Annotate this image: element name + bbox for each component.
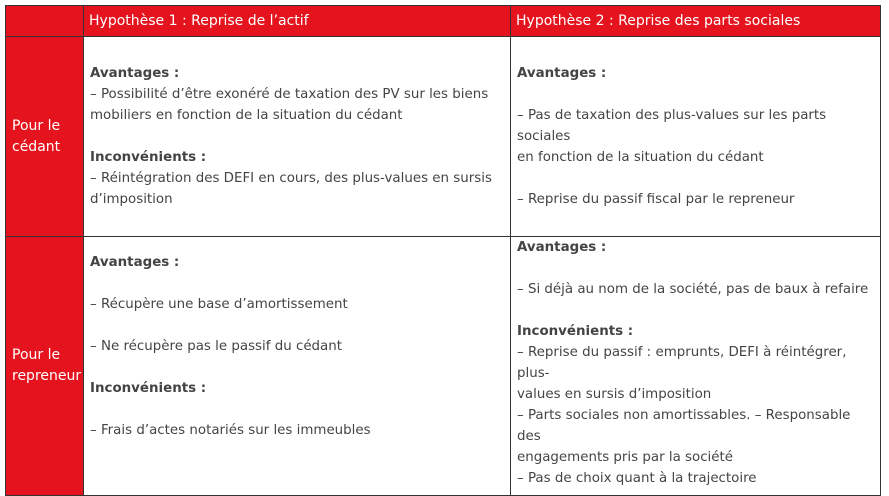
row-header-cedant: [6, 37, 84, 237]
list-item: – Reprise du passif fiscal par le repreneur: [517, 192, 795, 207]
list-item: – Parts sociales non amortissables. – Responsable des: [517, 408, 851, 444]
list-item: – Pas de choix quant à la trajectoire: [517, 471, 757, 486]
cell-repreneur-hyp2: [511, 237, 881, 496]
row-header-line: cédant: [12, 138, 61, 155]
header-row: [6, 6, 881, 37]
row-header-repreneur: [6, 237, 84, 496]
corner-cell: [6, 6, 84, 37]
disadvantages-title: Inconvénients :: [90, 150, 207, 165]
list-item: engagements pris par la société: [517, 450, 734, 465]
cell-cedant-hyp1: [84, 37, 511, 237]
hypothesis-1-header: Hypothèse 1 : Reprise de l’actif: [84, 6, 511, 37]
list-item: d’imposition: [90, 192, 173, 207]
disadvantages-title: Inconvénients :: [90, 381, 207, 396]
list-item: – Pas de taxation des plus-values sur les parts sociales: [517, 108, 827, 144]
list-item: – Si déjà au nom de la société, pas de baux à refaire: [517, 282, 869, 297]
table-row-repreneur: [6, 237, 881, 496]
disadvantages-title: Inconvénients :: [517, 324, 634, 339]
list-item: – Récupère une base d’amortissement: [90, 297, 348, 312]
list-item: – Réintégration des DEFI en cours, des plus-values en sursis: [90, 171, 492, 186]
comparison-table: [5, 5, 881, 496]
list-item: – Possibilité d’être exonéré de taxation des PV sur les biens: [90, 87, 489, 102]
list-item: en fonction de la situation du cédant: [517, 150, 764, 165]
cell-cedant-hyp2: [511, 37, 881, 237]
advantages-title: Avantages :: [90, 255, 180, 270]
table-row-cedant: [6, 37, 881, 237]
row-header-line: Pour le: [12, 347, 61, 363]
cell-repreneur-hyp1: [84, 237, 511, 496]
advantages-title: Avantages :: [517, 240, 607, 255]
row-header-line: repreneur: [12, 368, 82, 384]
list-item: values en sursis d’imposition: [517, 387, 712, 402]
advantages-title: Avantages :: [90, 66, 180, 81]
comparison-table-container: [5, 5, 881, 496]
advantages-title: Avantages :: [517, 66, 607, 81]
list-item: – Frais d’actes notariés sur les immeubles: [90, 423, 371, 438]
list-item: – Reprise du passif : emprunts, DEFI à réintégrer, plus-: [517, 345, 847, 381]
list-item: – Ne récupère pas le passif du cédant: [90, 339, 342, 354]
row-header-line: Pour le: [12, 117, 61, 134]
list-item: mobiliers en fonction de la situation du cédant: [90, 108, 403, 123]
hypothesis-2-header: Hypothèse 2 : Reprise des parts sociales: [511, 6, 881, 37]
